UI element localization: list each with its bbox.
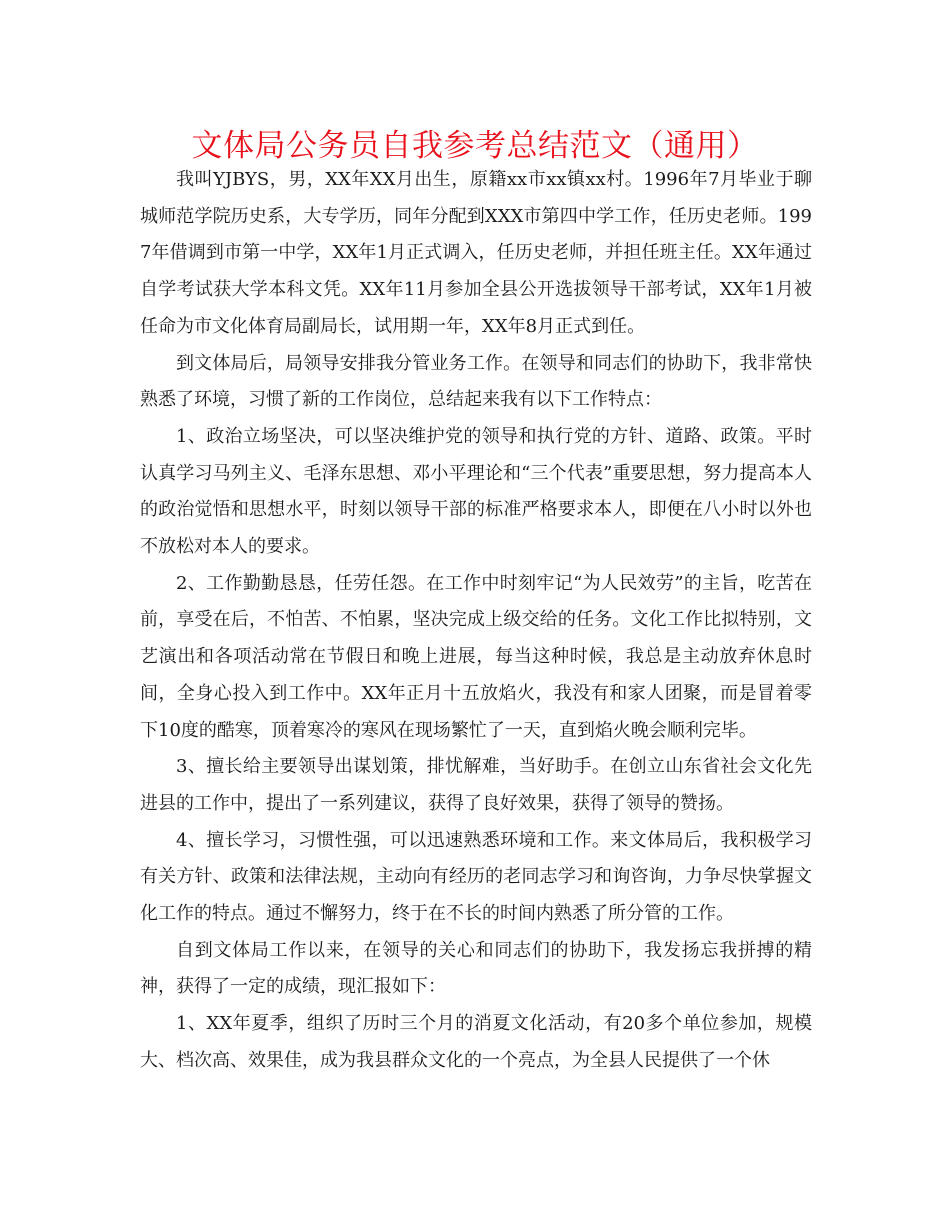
paragraph-trait-4: 4、擅长学习，习惯性强，可以迅速熟悉环境和工作。来文体局后，我积极学习有关方针、政策和法律法规，主动向有经历的老同志学习和询咨询，力争尽快掌握文化工作的特点。通过不懈努力，终于在不长的时间内熟悉了所分管的工作。 [140,829,812,925]
paragraph-trait-3: 3、擅长给主要领导出谋划策，排忧解难，当好助手。在创立山东省社会文化先进县的工作中，提出了一系列建议，获得了良好效果，获得了领导的赞扬。 [140,756,812,814]
paragraph-report-intro: 自到文体局工作以来，在领导的关心和同志们的协助下，我发扬忘我拼搏的精神，获得了一定的成绩，现汇报如下： [140,939,812,998]
document-body [140,162,812,1080]
document-title: 文体局公务员自我参考总结范文（通用） [191,128,759,164]
paragraph-arrival: 到文体局后，局领导安排我分管业务工作。在领导和同志们的协助下，我非常快熟悉了环境，习惯了新的工作岗位，总结起来我有以下工作特点： [140,352,812,411]
paragraph-achievement-1: 1、XX年夏季，组织了历时三个月的消夏文化活动，有20多个单位参加，规模大、档次高、效果佳，成为我县群众文化的一个亮点，为全县人民提供了一个休 [140,1013,812,1071]
paragraph-intro: 我叫YJBYS，男，XX年XX月出生，原籍xx市xx镇xx村。1996年7月毕业于聊城师范学院历史系，大专学历，同年分配到XXX市第四中学工作，任历史老师。1997年借调到市第一中学，XX年1月正式调入，任历史老师，并担任班主任。XX年通过自学考试获大学本科文凭。XX年11月参加全县公开选拔领导干部考试，XX年1月被任命为市文化体育局副局长，试用期一年，XX年8月正式到任。 [140,169,812,337]
paragraph-trait-2: 2、工作勤勤恳恳，任劳任怨。在工作中时刻牢记“为人民效劳”的主旨，吃苦在前，享受在后，不怕苦、不怕累，坚决完成上级交给的任务。文化工作比拟特别，文艺演出和各项活动常在节假日和晚上进展，每当这种时候，我总是主动放弃休息时间，全身心投入到工作中。XX年正月十五放焰火，我没有和家人团聚，而是冒着零下10度的酷寒，顶着寒冷的寒风在现场繁忙了一天，直到焰火晚会顺利完毕。 [140,572,812,741]
paragraph-trait-1: 1、政治立场坚决，可以坚决维护党的领导和执行党的方针、道路、政策。平时认真学习马列主义、毛泽东思想、邓小平理论和“三个代表”重要思想，努力提高本人的政治觉悟和思想水平，时刻以领导干部的标准严格要求本人，即便在八小时以外也不放松对本人的要求。 [140,425,812,558]
